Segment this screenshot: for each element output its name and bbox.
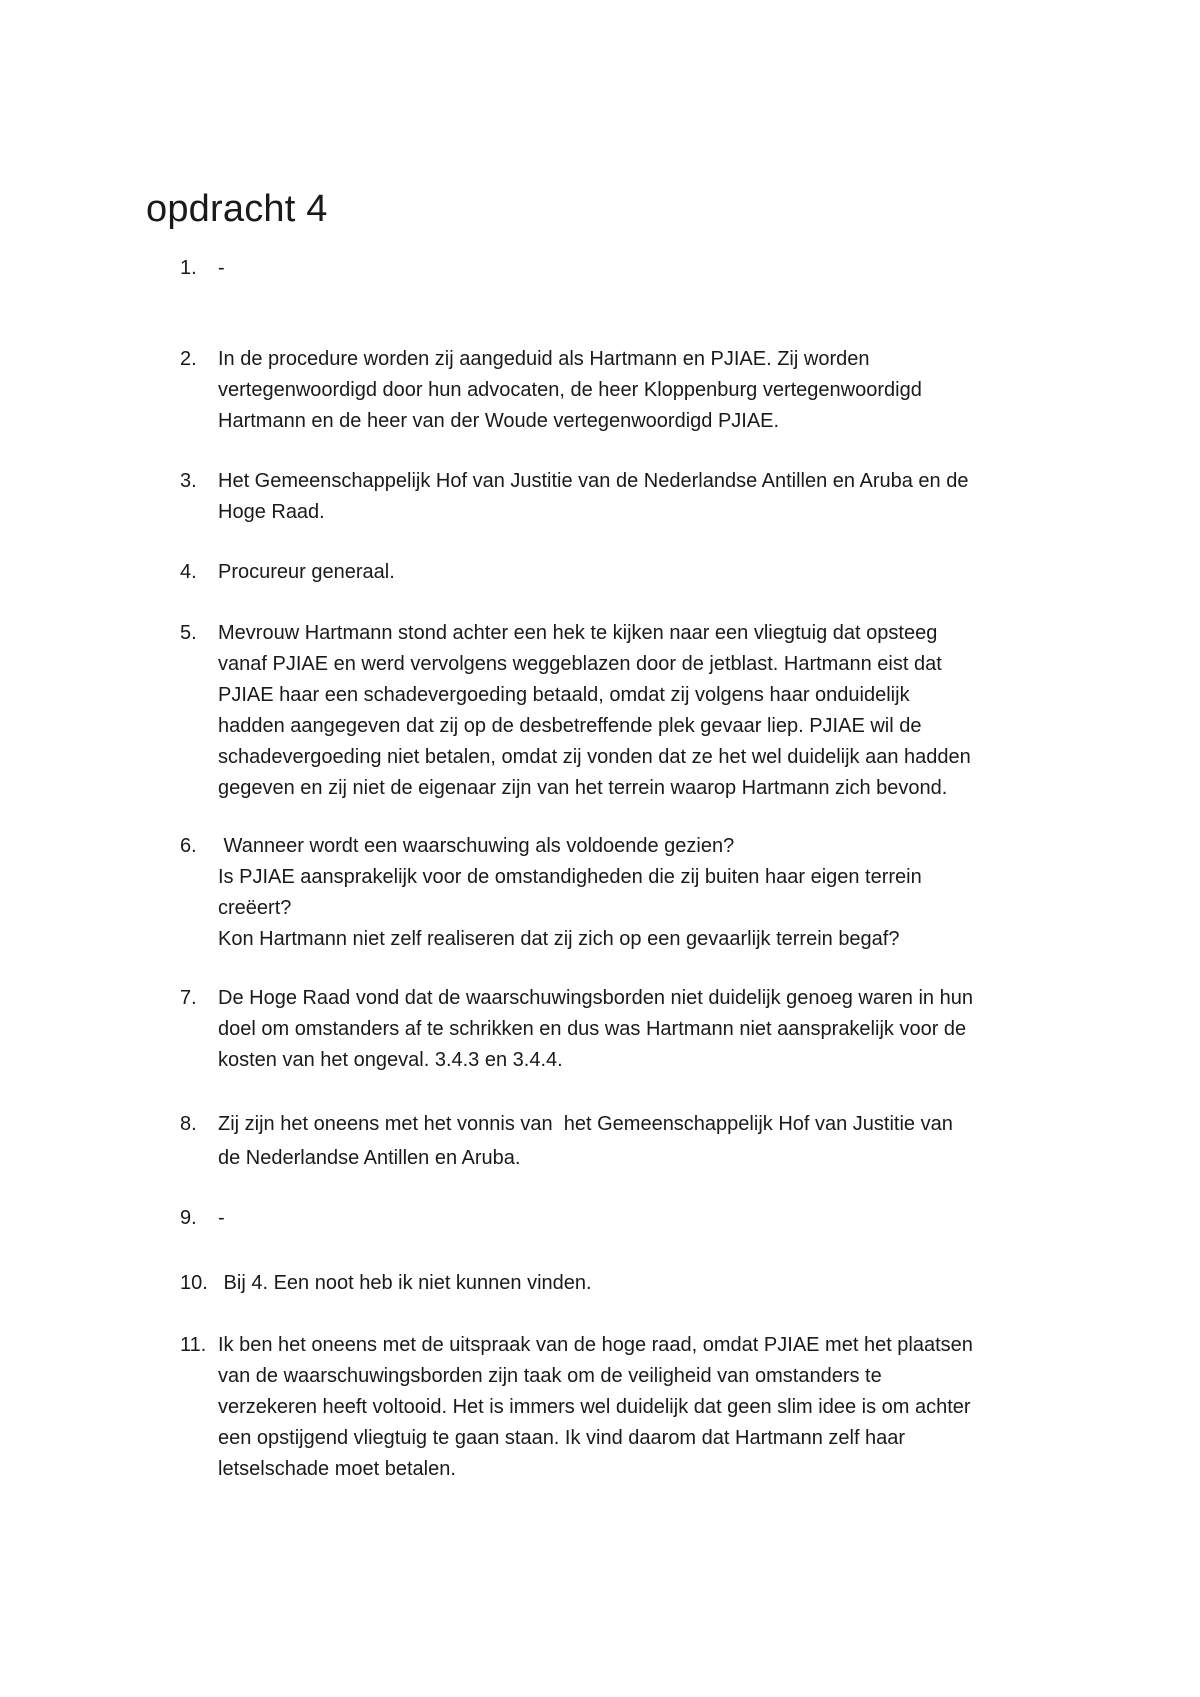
- list-item-text: [218, 1203, 1080, 1234]
- list-item-text: [218, 1107, 1080, 1175]
- text-line: PJIAE haar een schadevergoeding betaald, omdat zij volgens haar onduidelijk: [218, 684, 910, 706]
- text-line: -: [218, 257, 225, 279]
- list-item-10: [180, 1268, 1080, 1299]
- text-line: verzekeren heeft voltooid. Het is immers wel duidelijk dat geen slim idee is om achter: [218, 1396, 971, 1418]
- text-line: hadden aangegeven dat zij op de desbetreffende plek gevaar liep. PJIAE wil de: [218, 715, 922, 737]
- text-line: Is PJIAE aansprakelijk voor de omstandigheden die zij buiten haar eigen terrein: [218, 866, 922, 888]
- list-item-11: [180, 1330, 1080, 1485]
- text-line: Zij zijn het oneens met het vonnis van het Gemeenschappelijk Hof van Justitie van: [218, 1113, 953, 1135]
- text-line: gegeven en zij niet de eigenaar zijn van het terrein waarop Hartmann zich bevond.: [218, 777, 948, 799]
- list-item-6: [180, 831, 1080, 955]
- text-line: doel om omstanders af te schrikken en dus was Hartmann niet aansprakelijk voor de: [218, 1018, 967, 1040]
- list-item-text: [218, 831, 1080, 955]
- text-line: vanaf PJIAE en werd vervolgens weggeblazen door de jetblast. Hartmann eist dat: [218, 653, 942, 675]
- list-item-number: 11.: [180, 1334, 207, 1356]
- text-line: Bij 4. Een noot heb ik niet kunnen vinden.: [218, 1272, 592, 1294]
- document-title: opdracht 4: [146, 188, 328, 230]
- list-item-4: [180, 557, 1080, 588]
- list-item-3: [180, 466, 1080, 528]
- list-item-number: 4.: [180, 561, 197, 583]
- list-item-text: [218, 1268, 1080, 1299]
- list-item-text: [218, 557, 1080, 588]
- list-item-1: [180, 253, 1080, 284]
- text-line: vertegenwoordigd door hun advocaten, de heer Kloppenburg vertegenwoordigd: [218, 379, 922, 401]
- list-item-7: [180, 983, 1080, 1076]
- list-item-number: 3.: [180, 470, 197, 492]
- text-line: Hoge Raad.: [218, 501, 325, 523]
- list-item-8: [180, 1107, 1080, 1175]
- list-item-9: [180, 1203, 1080, 1234]
- list-item-number: 10.: [180, 1272, 208, 1294]
- list-item-text: [218, 983, 1080, 1076]
- list-item-number: 9.: [180, 1207, 197, 1229]
- text-line: Mevrouw Hartmann stond achter een hek te kijken naar een vliegtuig dat opsteeg: [218, 622, 938, 644]
- text-line: Kon Hartmann niet zelf realiseren dat zij zich op een gevaarlijk terrein begaf?: [218, 928, 900, 950]
- list-item-text: [218, 253, 1080, 284]
- text-line: de Nederlandse Antillen en Aruba.: [218, 1147, 521, 1169]
- text-line: een opstijgend vliegtuig te gaan staan. Ik vind daarom dat Hartmann zelf haar: [218, 1427, 906, 1449]
- text-line: Het Gemeenschappelijk Hof van Justitie van de Nederlandse Antillen en Aruba en de: [218, 470, 969, 492]
- text-line: Ik ben het oneens met de uitspraak van de hoge raad, omdat PJIAE met het plaatsen: [218, 1334, 973, 1356]
- text-line: Procureur generaal.: [218, 561, 395, 583]
- text-line: In de procedure worden zij aangeduid als Hartmann en PJIAE. Zij worden: [218, 348, 870, 370]
- text-line: -: [218, 1207, 225, 1229]
- list-item-text: [218, 618, 1080, 804]
- list-item-number: 5.: [180, 622, 197, 644]
- text-line: Wanneer wordt een waarschuwing als voldoende gezien?: [218, 835, 735, 857]
- list-item-text: [218, 1330, 1080, 1485]
- list-item-5: [180, 618, 1080, 804]
- list-item-2: [180, 344, 1080, 437]
- text-line: kosten van het ongeval. 3.4.3 en 3.4.4.: [218, 1049, 563, 1071]
- list-item-text: [218, 466, 1080, 528]
- text-line: van de waarschuwingsborden zijn taak om de veiligheid van omstanders te: [218, 1365, 882, 1387]
- list-item-text: [218, 344, 1080, 437]
- text-line: letselschade moet betalen.: [218, 1458, 456, 1480]
- list-item-number: 1.: [180, 257, 197, 279]
- text-line: creëert?: [218, 897, 292, 919]
- text-line: Hartmann en de heer van der Woude vertegenwoordigd PJIAE.: [218, 410, 780, 432]
- text-line: schadevergoeding niet betalen, omdat zij vonden dat ze het wel duidelijk aan hadden: [218, 746, 971, 768]
- list-item-number: 8.: [180, 1113, 197, 1135]
- list-item-number: 2.: [180, 348, 197, 370]
- list-item-number: 7.: [180, 987, 197, 1009]
- text-line: De Hoge Raad vond dat de waarschuwingsborden niet duidelijk genoeg waren in hun: [218, 987, 973, 1009]
- list-item-number: 6.: [180, 835, 197, 857]
